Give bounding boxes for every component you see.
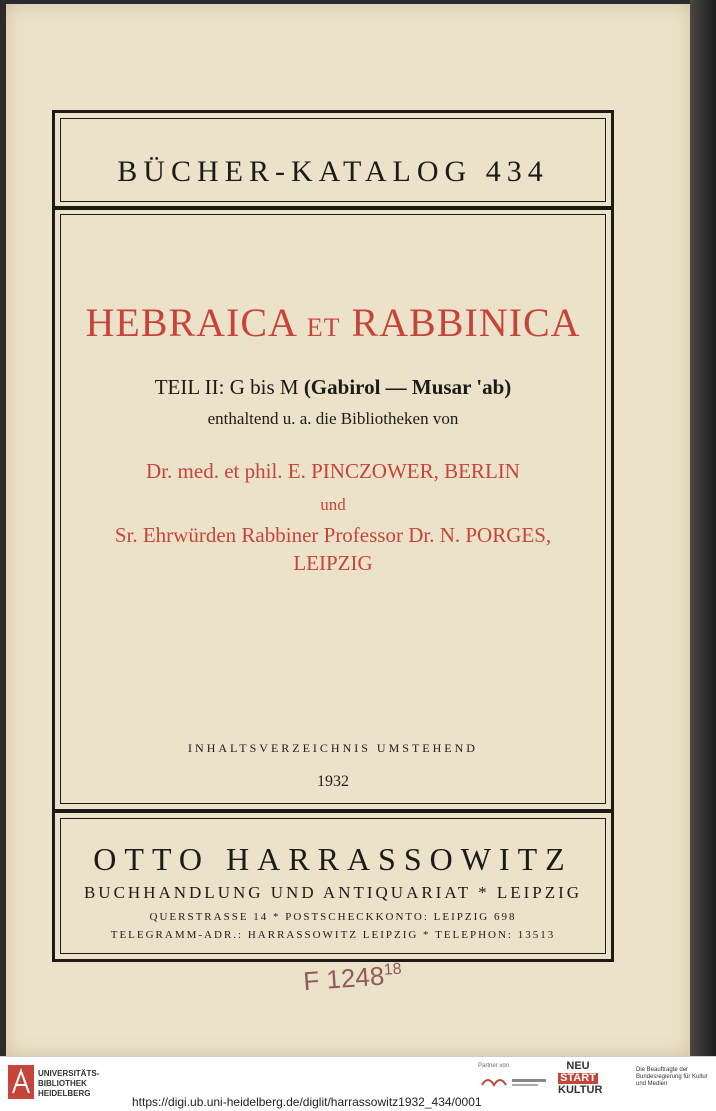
main-title-part3: RABBINICA: [351, 300, 581, 345]
university-logo-icon: [8, 1065, 34, 1099]
main-title: [61, 299, 605, 346]
library-porges-line2: LEIPZIG: [293, 551, 373, 575]
containing-line: enthaltend u. a. die Bibliotheken von: [207, 409, 459, 428]
part-line: [61, 375, 605, 400]
university-name: UNIVERSITÄTS- BIBLIOTHEK HEIDELBERG: [38, 1069, 100, 1098]
library-pinczower: Dr. med. et phil. E. PINCZOWER, BERLIN: [146, 459, 520, 483]
library-porges-line1: Sr. Ehrwürden Rabbiner Professor Dr. N. PORGES,: [114, 523, 552, 547]
shelfmark-sup: 18: [383, 960, 403, 979]
year: 1932: [317, 773, 349, 790]
publisher-name: OTTO HARRASSOWITZ: [93, 841, 573, 877]
partner-label: Partner von: [478, 1063, 510, 1069]
contents-note: INHALTSVERZEICHNIS UMSTEHEND: [188, 741, 478, 755]
main-title-part2: ET: [306, 313, 341, 342]
publisher-telegram: TELEGRAMM-ADR.: HARRASSOWITZ LEIPZIG * TELEPHON: 13513: [110, 929, 556, 941]
title-frame: [52, 110, 614, 210]
publisher-frame: [52, 810, 614, 962]
publisher-address: QUERSTRASSE 14 * POSTSCHECKKONTO: LEIPZIG 698: [149, 911, 517, 923]
catalog-title: BÜCHER-KATALOG 434: [117, 155, 549, 188]
permalink-url[interactable]: https://digi.ub.uni-heidelberg.de/diglit/harrassowitz1932_434/0001: [132, 1095, 482, 1109]
and-line: und: [320, 495, 346, 514]
shelfmark: [302, 958, 425, 1018]
neustart-kultur-logo: NEU START KULTUR: [558, 1060, 603, 1096]
viewer-footer: [0, 1056, 716, 1111]
main-frame: [52, 206, 614, 812]
part-range: (Gabirol — Musar 'ab): [303, 375, 512, 399]
main-title-part1: HEBRAICA: [85, 300, 296, 345]
publisher-subtitle: BUCHHANDLUNG UND ANTIQUARIAT * LEIPZIG: [83, 883, 583, 902]
part-prefix: TEIL II: G bis M: [154, 375, 299, 399]
shelfmark-main: F 1248: [302, 960, 386, 997]
catalog-page: [6, 4, 690, 1056]
book-spine: [690, 0, 716, 1056]
partner-logo-icon: [478, 1071, 548, 1093]
bkm-logo: Die Beauftragte der Bundesregierung für Kultur und Medien: [636, 1067, 708, 1087]
